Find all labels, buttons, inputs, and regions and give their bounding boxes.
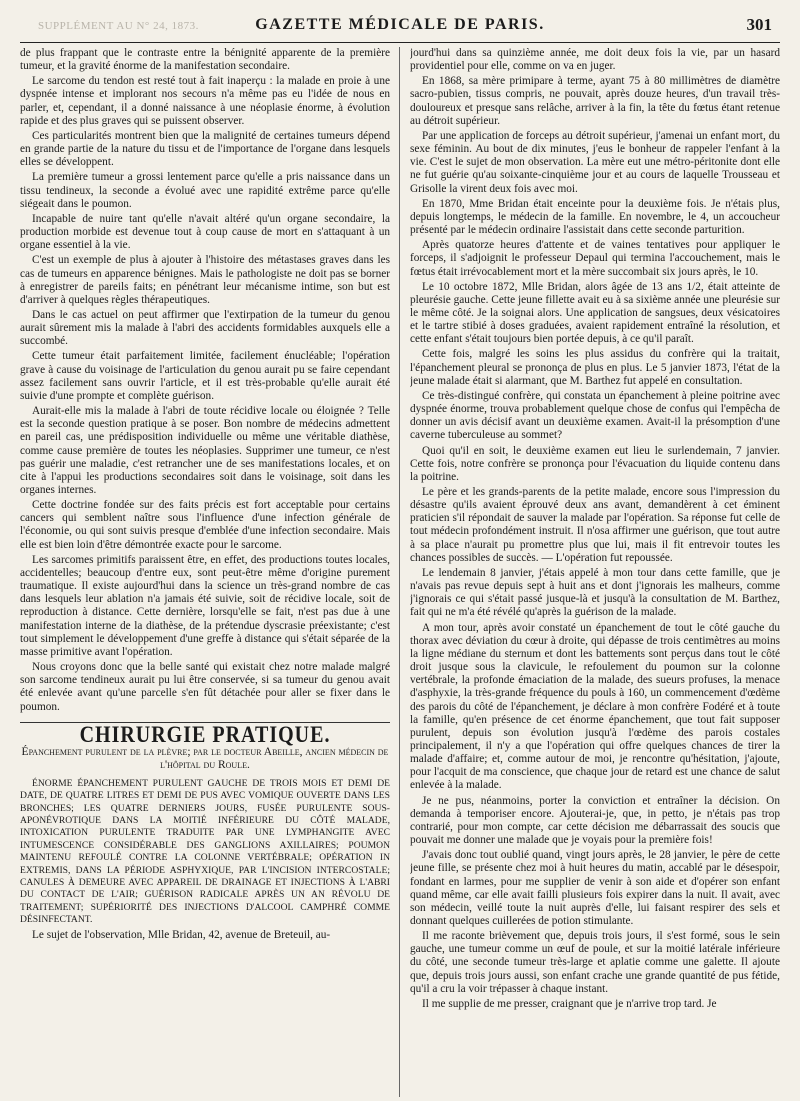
paragraph: Incapable de nuire tant qu'elle n'avait altéré qu'un organe secondaire, la production morbide est devenue tout à coup cause de mort en s'attaquant à un organe essentiel à la vie.: [20, 212, 390, 252]
paragraph: Le sujet de l'observation, Mlle Bridan, 42, avenue de Breteuil, au-: [32, 928, 331, 941]
paragraph: A mon tour, après avoir constaté un épanchement de tout le côté gauche du thorax avec déviation du cœur à droite, qui dépasse de trois centimètres au moins la ligne médiane du sternum et dont les battements sont perçus dans tout le côté droit jusque sous la clavicule, le refoulement du poumon sur la colonne vertébrale, la profonde émaciation de la malade, des sueurs profuses, la menace d'asphyxie, la très-grande fréquence du pouls à 160, un commencement d'œdème des parois du côté de l'épanchement, je déclare à mon confrère Fodéré et à toute la famille, qu'en présence de cet énorme épanchement, que tout fait supposer purulent, depuis son évolution jusqu'à l'œdème des parois costales principalement, il n'y a que l'opération qui offre quelques chances de tirer la malade d'affaire; et, comme autour de moi, je rencontre qu'hésitation, j'ajoute, pour l'acquit de ma conscience, que chaque jour de retard est une chance de salut enlevée à la malade.: [410, 621, 780, 792]
paragraph: Nous croyons donc que la belle santé qui existait chez notre malade malgré son sarcome tendineux aurait pu lui être conservée, si sa tumeur du genou avait été enlevée avant qu'une parcelle s'en fût détachée pour aller se fixer dans le poumon.: [20, 661, 390, 713]
paragraph: Je ne pus, néanmoins, porter la conviction et entraîner la décision. On demanda à temporiser encore. Ajouterai-je, que, in petto, je n'étais pas trop contrarié, pour mon compte, car cette décision me débarrassait des soucis que pouvait me donner une malade que je voyais pour la première fois!: [410, 794, 780, 847]
paragraph: Le lendemain 8 janvier, j'étais appelé à mon tour dans cette famille, que je n'avais pas revue depuis sept à huit ans et dont j'ignorais les malheurs, comme j'ignorais ce qui s'était passé jusque-là et jusqu'à la consultation de M. Barthez, fait qui ne m'a été révélé qu'après la guérison de la malade.: [410, 566, 780, 619]
page-header: [20, 14, 780, 43]
paragraph: Cette doctrine fondée sur des faits précis est fort acceptable pour certains cancers qui semblent naître sous l'influence d'une infection générale de l'économie, ou qui sont suivis presque d'emblée d'une infection secondaire. Mais elle est bien loin d'être démontrée exacte pour le sarcome.: [20, 499, 390, 551]
article-byline: Épanchement purulent de la plèvre; par le docteur Abeille, ancien médecin de l'hôpital du Roule.: [21, 745, 389, 771]
article-summary: ÉNORME ÉPANCHEMENT PURULENT GAUCHE DE TROIS MOIS ET DEMI DE DATE, DE QUATRE LITRES ET DEMI DE PUS AVEC VOMIQUE OUVERTE DANS LES BRONCHES; LES QUATRE DERNIERS JOURS, FUSÉE PURULENTE SOUS-APONÉVROTIQUE DANS LA MOITIÉ INFÉRIEURE DU CÔTÉ MALADE, INTOXICATION PURULENTE TRADUITE PAR UNE LYMPHANGITE AVEC INTUMESCENCE CONSIDÉRABLE DES GANGLIONS AXILLAIRES; POUMON MAINTENU REFOULÉ CONTRE LA COLONNE VERTÉBRALE; OPÉRATION IN EXTREMIS, DANS LA PÉRIODE ASPHYXIQUE, PAR L'INCISION INTERCOSTALE; CANULES À DEMEURE AVEC APPAREIL DE DRAINAGE ET INJECTIONS À L'ABRI DU CONTACT DE L'AIR; GUÉRISON RADICALE APRÈS UN AN RÉVOLU DE TRAITEMENT; SUPÉRIORITÉ DES INJECTIONS D'ALCOOL CAMPHRÉ COMME DÉSINFECTANT.: [20, 777, 390, 926]
paragraph: Le 10 octobre 1872, Mlle Bridan, alors âgée de 13 ans 1/2, était atteinte de pleurésie gauche. Cette jeune fillette avait eu à sa sixième année une pleurésie sur le même côté. Je la soignai alors. Une application de sangsues, deux vésicatoires et le tartre stibié à doses graduées, avaient rapidement entraîné la résolution, et cette enfant s'était toujours bien portée depuis, à ce qu'il paraît.: [410, 280, 780, 346]
paragraph: Quoi qu'il en soit, le deuxième examen eut lieu le surlendemain, 7 janvier. Cette fois, notre confrère se prononça pour l'évacuation du liquide contenu dans la poitrine.: [410, 444, 780, 483]
section-title: CHIRURGIE PRATIQUE.: [79, 721, 331, 748]
paragraph: Ces particularités montrent bien que la malignité de certaines tumeurs dépend en grande partie de la nature du tissu et de l'importance de l'organe dans lesquels elles se développent.: [20, 129, 390, 169]
paragraph: Il me raconte brièvement que, depuis trois jours, il s'est formé, sous le sein gauche, une tumeur comme un œuf de poule, et sur la moitié latérale inférieure du côté, une seconde tumeur très-large et aplatie comme une galette. Il ajoute que, depuis trois jours aussi, son enfant crache une grande quantité de pus fétide, qu'il a cru la voir trépasser à chaque instant.: [410, 930, 780, 995]
page-number: 301: [746, 15, 772, 34]
supplement-label: SUPPLÉMENT AU N° 24, 1873.: [38, 20, 199, 32]
paragraph: C'est un exemple de plus à ajouter à l'histoire des métastases graves dans les cas de tumeurs en apparence bénignes. Mais le pathologiste ne doit pas se borner à enregistrer de pareils faits; en pénétrant leur mécanisme intime, son but est d'arriver à quelques règles thérapeutiques.: [20, 254, 390, 306]
right-column: [410, 47, 780, 1097]
paragraph: de plus frappant que le contraste entre la bénignité apparente de la première tumeur, et la gravité énorme de la manifestation secondaire.: [20, 47, 390, 73]
paragraph: Il me supplie de me presser, craignant que je n'arrive trop tard. Je: [422, 997, 717, 1010]
paragraph: Le père et les grands-parents de la petite malade, encore sous l'impression du désastre qu'ils avaient éprouvé deux ans avant, demandèrent à cet éminent praticien s'il répondait de sauver la malade par l'opération. Sa réponse fut celle de tout médecin profondément instruit. Il n'osa affirmer une guérison, que tout autre à sa place n'aurait pu promettre plus que lui, mais il fit entrevoir toutes les chances possibles de succès. — L'opération fut repoussée.: [410, 486, 780, 564]
paragraph: La première tumeur a grossi lentement parce qu'elle a pris naissance dans un tissu tendineux, la seconde a évolué avec une rapidité extrême parce qu'elle siégeait dans le poumon.: [20, 171, 390, 210]
paragraph: Cette fois, malgré les soins les plus assidus du confrère qui la traitait, l'épanchement pleural se prononça de plus en plus. Le 5 janvier 1873, l'état de la jeune malade était si alarmant, que M. Barthez fut appelé en consultation.: [410, 348, 780, 387]
journal-title: GAZETTE MÉDICALE DE PARIS.: [255, 16, 545, 33]
paragraph: jourd'hui dans sa quinzième année, me doit deux fois la vie, par un hasard providentiel pour elle, comme on va en juger.: [410, 47, 780, 73]
paragraph: En 1868, sa mère primipare à terme, ayant 75 à 80 millimètres de diamètre sacro-pubien, tissus compris, ne pouvait, après douze heures, d'un travail très-douloureux et presque sans relâche, arriver à la fin, la tête du fœtus étant retenue au détroit supérieur.: [410, 75, 780, 127]
paragraph: Après quatorze heures d'attente et de vaines tentatives pour appliquer le forceps, il s'adjoignit le professeur Depaul qui termina l'accouchement, mais le fœtus était irrévocablement mort et la mère succombait six jours après, le 10.: [410, 239, 780, 278]
paragraph: Dans le cas actuel on peut affirmer que l'extirpation de la tumeur du genou aurait sûrement mis la malade à l'abri des accidents formidables auxquels elle a succombé.: [20, 308, 390, 348]
paragraph: Cette tumeur était parfaitement limitée, facilement énucléable; l'opération grave à cause du voisinage de l'articulation du genou aurait pu se faire cependant assez facilement sans ouvrir l'article, et il est très-probable qu'elle aurait été suivie d'une prompte et complète guérison.: [20, 350, 390, 402]
paragraph: J'avais donc tout oublié quand, vingt jours après, le 28 janvier, le père de cette jeune fille, se présente chez moi à huit heures du matin, accablé par le désespoir, fondant en larmes, pour me supplier de venir à son aide et d'opérer son enfant quand même, car elle avait failli plusieurs fois expirer dans la nuit. Il avait, avec son médecin, veillé toute la nuit auprès d'elle, lui faisant respirer des sels et donnant quelques cuillerées de potion stimulante.: [410, 849, 780, 927]
paragraph: En 1870, Mme Bridan était enceinte pour la deuxième fois. Je n'étais plus, depuis longtemps, le médecin de la famille. En novembre, le 4, un accoucheur présenté par le médecin ordinaire l'assistait dans cette seconde parturition.: [410, 197, 780, 237]
paragraph: Les sarcomes primitifs paraissent être, en effet, des productions toutes locales, accidentelles; beaucoup d'entre eux, sont peut-être même d'origine purement traumatique. Il existe aujourd'hui dans la science un très-grand nombre de cas dans lesquels leur ablation n'a jamais été suivie, soit de récidive locale, soit de reproduction à distance. Cette dernière, lorsqu'elle se fait, n'est pas due à une manifestation interne de la diathèse, de la prétendue dyscrasie préexistante; c'est tout simplement le développement d'une greffe à distance qui s'était séparée de la masse primitive avant l'opération.: [20, 553, 390, 658]
paragraph: Aurait-elle mis la malade à l'abri de toute récidive locale ou éloignée ? Telle est la seconde question pratique à se poser. Bon nombre de médecins admettent en pareil cas, une prédisposition individuelle ou même une véritable diathèse, comme cause première de toutes les néoplasies. Supprimer une tumeur, ce n'est pas guérir une maladie, c'est retrancher une de ses manifestations locales, et on cite à l'appui les productions secondaires soit dans le voisinage, soit dans les organes internes.: [20, 405, 390, 496]
paragraph: Ce très-distingué confrère, qui constata un épanchement à pleine poitrine avec dyspnée énorme, trouva probablement quelque chose de confus qui l'empêcha de donner un avis décisif avant un deuxième examen. Avait-il la présomption d'une caverne tuberculeuse au sommet?: [410, 389, 780, 442]
left-column: [20, 47, 400, 1097]
paragraph: Par une application de forceps au détroit supérieur, j'amenai un enfant mort, du sexe féminin. Au bout de dix minutes, j'eus le bonheur de rappeler l'enfant à la vie. C'est le sujet de mon observation. La mère eut une métro-péritonite dont elle ne fut guérie qu'au soixante-cinquième jour et au cours de laquelle Trousseau et Grisolle la virent deux fois avec moi.: [410, 129, 780, 195]
text-columns: [20, 47, 780, 1097]
paragraph: Le sarcome du tendon est resté tout à fait inaperçu : la malade en proie à une dyspnée intense et implorant nos secours n'a même pas eu l'idée de nous en parler, et, cependant, il a donné naissance à une néoplasie énorme, à évolution rapide et des plus graves qui se puissent observer.: [20, 75, 390, 127]
